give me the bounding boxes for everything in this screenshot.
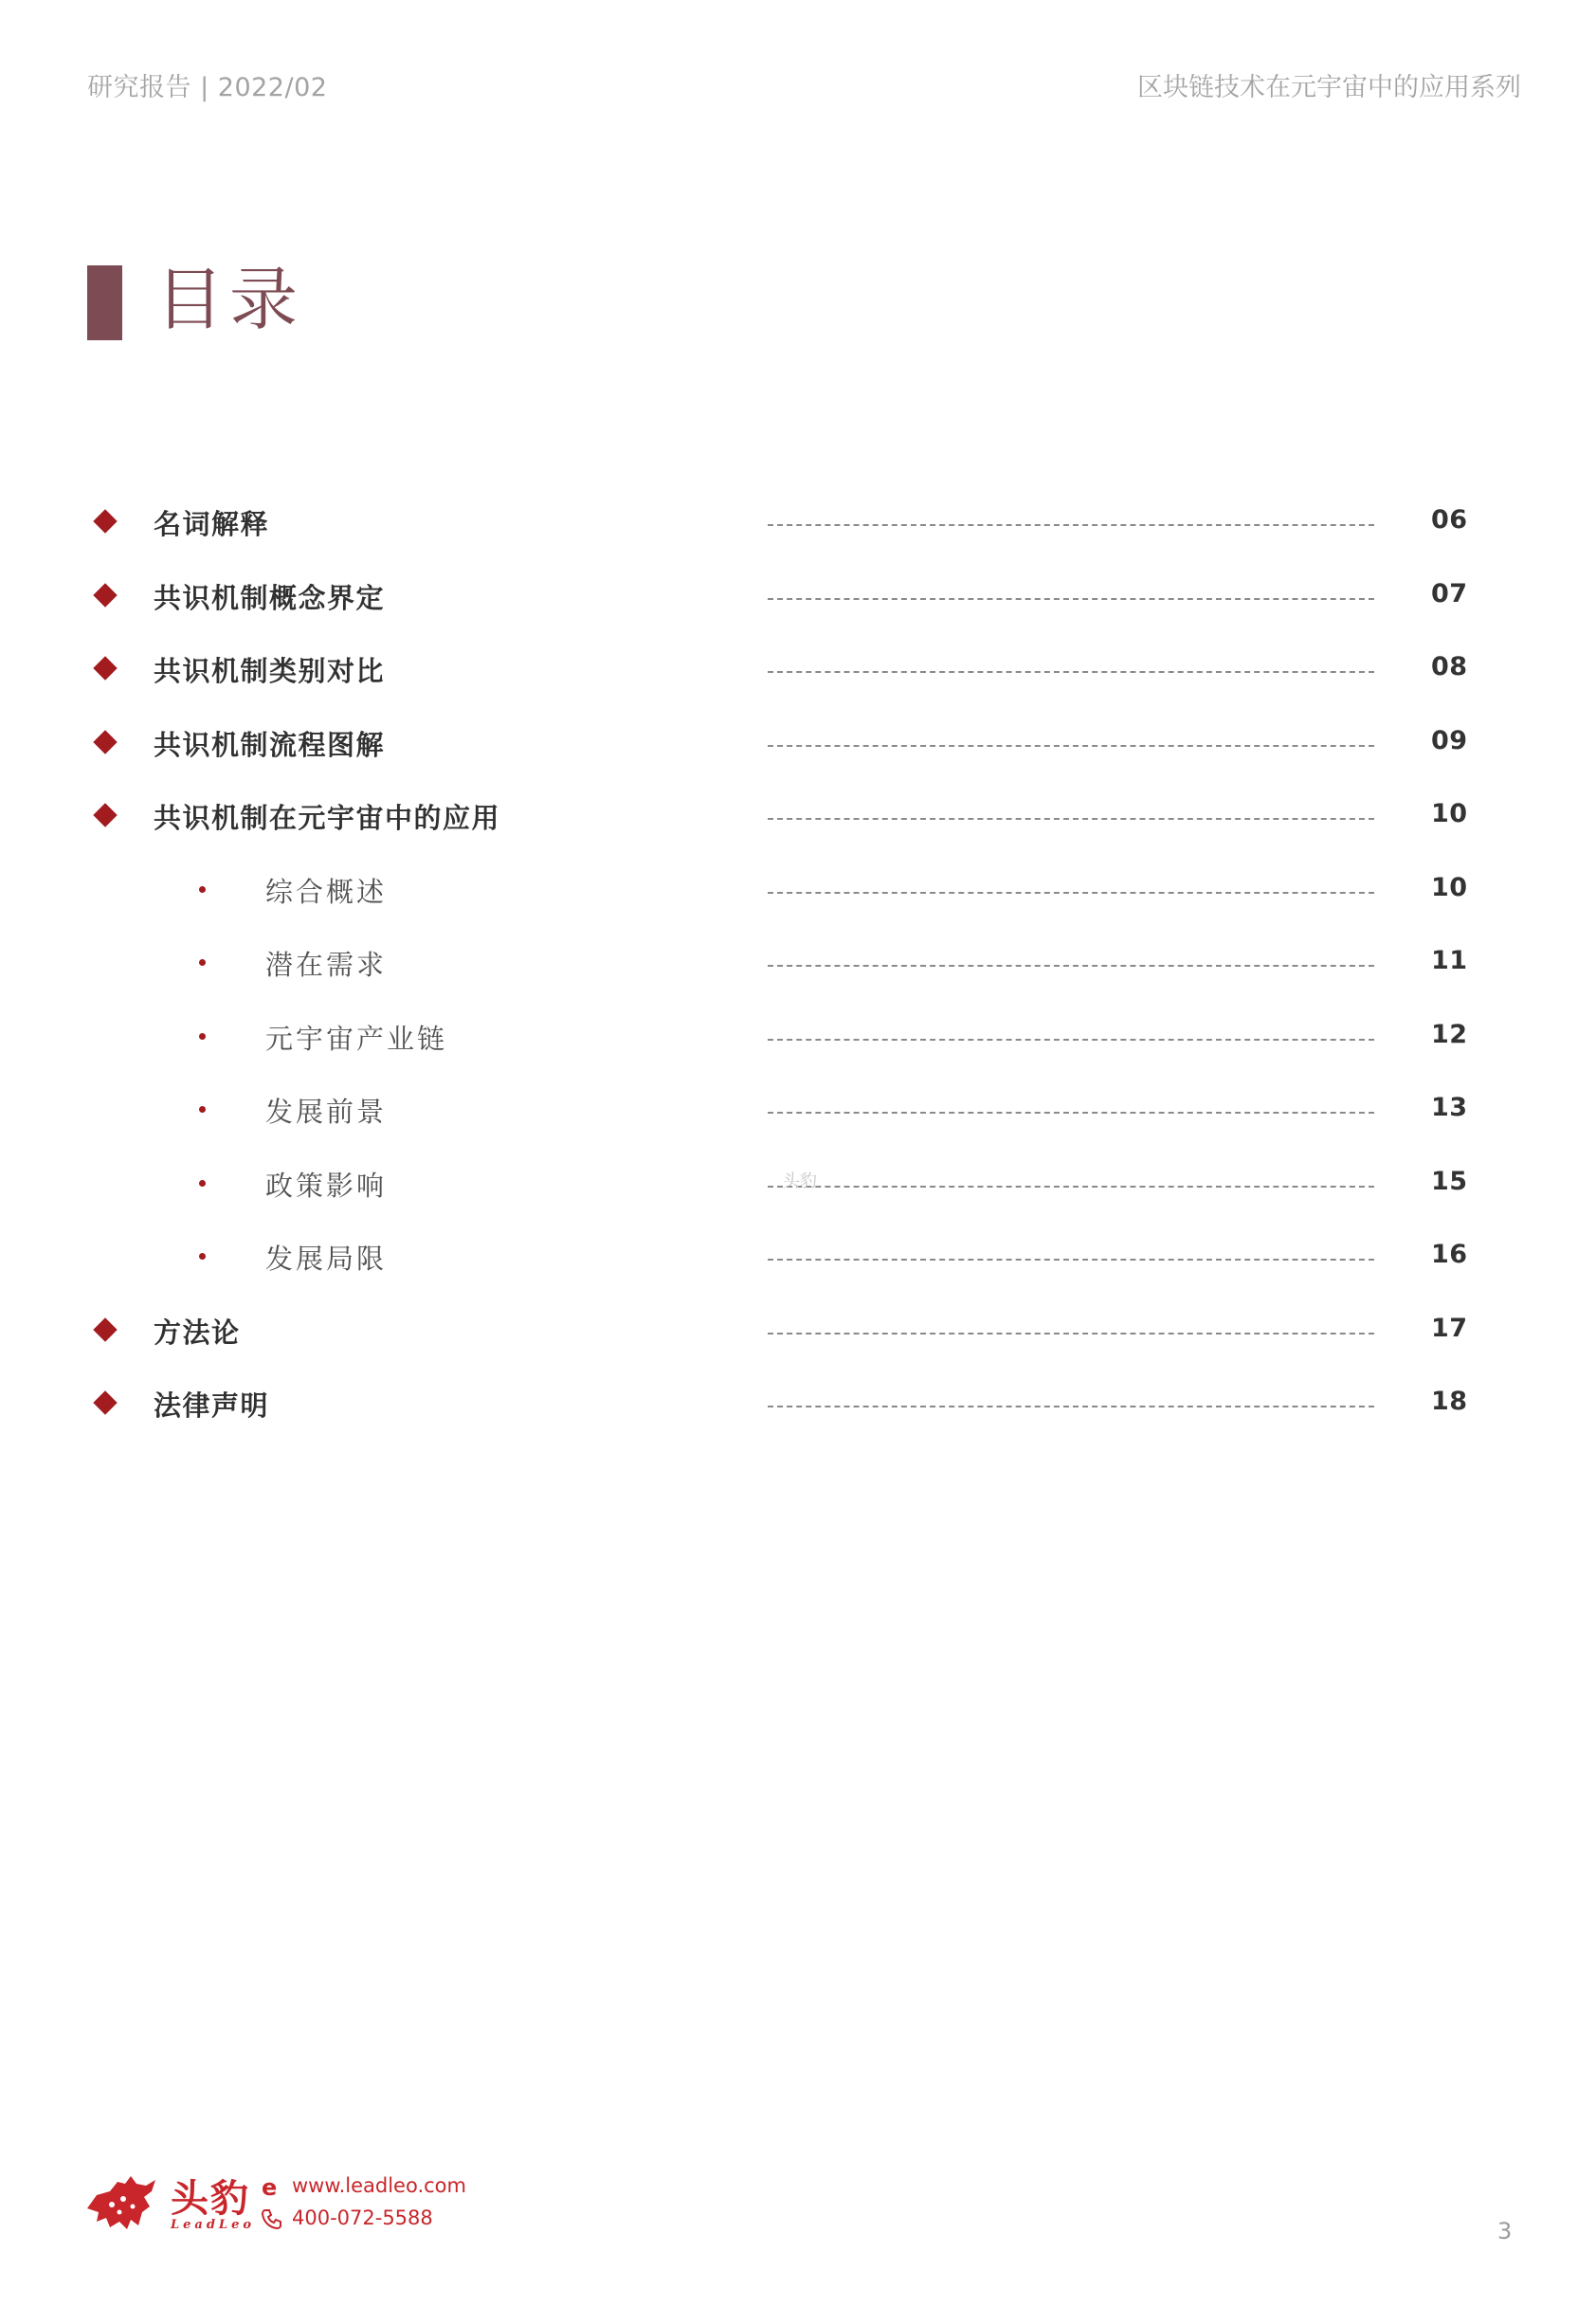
dotted-leader — [768, 1259, 1374, 1261]
dotted-leader — [768, 1406, 1374, 1407]
toc-row[interactable] — [0, 1234, 1596, 1281]
dotted-leader — [768, 818, 1374, 820]
toc-label: 政策影响 — [265, 1169, 388, 1202]
toc-row[interactable] — [0, 867, 1596, 915]
toc-label: 共识机制概念界定 — [154, 581, 386, 614]
toc-page-number: 08 — [1431, 652, 1468, 681]
diamond-bullet-icon — [93, 730, 117, 754]
toc-row[interactable] — [0, 1014, 1596, 1062]
svg-text:e: e — [262, 2174, 278, 2199]
dotted-leader — [768, 745, 1374, 747]
page-number: 3 — [1497, 2218, 1513, 2244]
header-series-title: 区块链技术在元宇宙中的应用系列 — [1137, 73, 1521, 102]
dotted-leader — [768, 524, 1374, 526]
dotted-leader — [768, 965, 1374, 967]
toc-row[interactable] — [0, 1087, 1596, 1135]
toc-page-number: 13 — [1431, 1093, 1468, 1122]
toc-page-number: 15 — [1431, 1166, 1468, 1196]
toc-page-number: 12 — [1431, 1019, 1468, 1049]
diamond-bullet-icon — [93, 1390, 117, 1414]
toc-page-number: 11 — [1431, 946, 1468, 975]
toc-page-number: 07 — [1431, 578, 1468, 608]
toc-row[interactable] — [0, 720, 1596, 768]
toc-page-number: 09 — [1431, 725, 1468, 755]
toc-row[interactable] — [0, 573, 1596, 621]
diamond-bullet-icon — [93, 803, 117, 826]
phone-icon — [260, 2206, 284, 2231]
dotted-leader — [768, 671, 1374, 673]
toc-label: 综合概述 — [265, 875, 388, 908]
dot-bullet-icon — [199, 1033, 206, 1040]
dot-bullet-icon — [199, 1180, 206, 1187]
diamond-bullet-icon — [93, 509, 117, 533]
toc-label: 共识机制类别对比 — [154, 655, 386, 687]
leopard-logo-icon — [83, 2170, 159, 2233]
dotted-leader — [768, 1333, 1374, 1335]
diamond-bullet-icon — [93, 656, 117, 680]
phone-number: 400-072-5588 — [292, 2206, 433, 2229]
toc-label: 法律声明 — [154, 1389, 270, 1422]
toc-page-number: 16 — [1431, 1240, 1468, 1269]
toc-label: 方法论 — [154, 1316, 241, 1349]
toc-label: 共识机制在元宇宙中的应用 — [154, 802, 501, 834]
dot-bullet-icon — [199, 959, 206, 966]
toc-label: 发展局限 — [265, 1243, 388, 1275]
dot-bullet-icon — [199, 886, 206, 893]
toc-label: 元宇宙产业链 — [265, 1022, 448, 1055]
brand-name-en: LeadLeo — [171, 2218, 256, 2232]
header-report-date: 研究报告 | 2022/02 — [87, 73, 328, 102]
toc-row[interactable] — [0, 1381, 1596, 1428]
toc-page-number: 18 — [1431, 1387, 1468, 1416]
toc-page-number: 06 — [1431, 505, 1468, 535]
dotted-leader — [768, 1112, 1374, 1114]
toc-label: 名词解释 — [154, 508, 270, 540]
toc-page-number: 10 — [1431, 872, 1468, 902]
website-link[interactable]: www.leadleo.com — [292, 2174, 466, 2197]
toc-row[interactable] — [0, 646, 1596, 694]
dot-bullet-icon — [199, 1253, 206, 1260]
toc-label: 发展前景 — [265, 1096, 388, 1128]
dotted-leader — [768, 892, 1374, 894]
toc-row[interactable] — [0, 499, 1596, 547]
brand-name-cn: 头豹 — [171, 2177, 250, 2221]
toc-label: 共识机制流程图解 — [154, 728, 386, 761]
diamond-bullet-icon — [93, 583, 117, 607]
toc-label: 潜在需求 — [265, 949, 388, 981]
dotted-leader — [768, 598, 1374, 600]
dotted-leader — [768, 1186, 1374, 1188]
web-e-icon — [260, 2174, 284, 2199]
toc-row[interactable] — [0, 940, 1596, 988]
diamond-bullet-icon — [93, 1317, 117, 1341]
dotted-leader — [768, 1039, 1374, 1041]
page-title: 目录 — [155, 260, 304, 339]
toc-row[interactable] — [0, 793, 1596, 841]
dot-bullet-icon — [199, 1106, 206, 1113]
toc-page-number: 10 — [1431, 799, 1468, 828]
watermark: 头豹 — [783, 1171, 817, 1191]
toc-row[interactable] — [0, 1308, 1596, 1355]
toc-page-number: 17 — [1431, 1313, 1468, 1343]
